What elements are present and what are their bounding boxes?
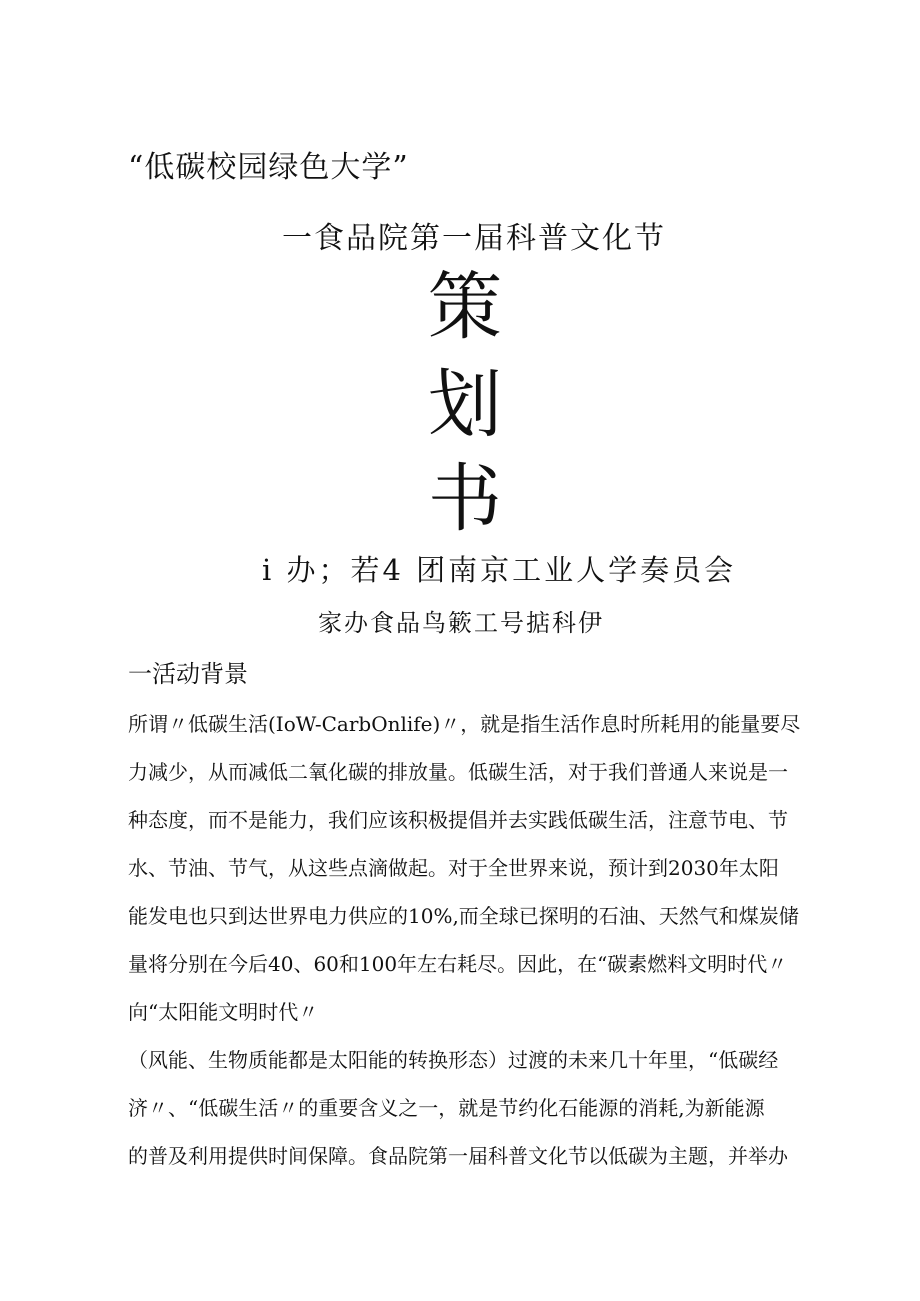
paragraph-line: 力减少，从而减低二氧化碳的排放量。低碳生活，对于我们普通人来说是一 [128, 760, 788, 784]
paragraph-line: （风能、生物质能都是太阳能的转换形态）过渡的未来几十年里，“低碳经 [128, 1048, 779, 1072]
paragraph-line: 向“太阳能文明时代〃 [128, 1000, 319, 1024]
section-heading-background: 一活动背景 [128, 660, 248, 688]
sponsor-line-2: 家办食品鸟簌工号掂科伊 [318, 609, 604, 637]
paragraph-line: 水、节油、节气，从这些点滴做起。对于全世界来说，预计到2030年太阳 [128, 856, 779, 880]
title-line-1: “低碳校园绿色大学” [128, 150, 409, 185]
paragraph-line: 能发电也只到达世界电力供应的10%,而全球已探明的石油、天然气和煤炭储 [128, 904, 799, 928]
doc-type-char-2: 划 [428, 362, 502, 448]
doc-type-char-1: 策 [428, 264, 502, 350]
title-line-2: 一食品院第一届科普文化节 [282, 221, 666, 256]
paragraph-1 [128, 700, 808, 1036]
paragraph-line: 种态度，而不是能力，我们应该积极提倡并去实践低碳生活，注意节电、节 [128, 808, 788, 832]
paragraph-line: 济〃、“低碳生活〃的重要含义之一，就是节约化石能源的消耗,为新能源 [128, 1096, 765, 1120]
paragraph-line: 量将分别在今后40、60和100年左右耗尽。因此，在“碳素燃料文明时代〃 [128, 952, 788, 976]
doc-type-char-3: 书 [428, 456, 502, 542]
sponsor-line-1: i 办；若4 团南京工业人学奏员会 [262, 553, 737, 587]
paragraph-line: 的普及利用提供时间保障。食品院第一届科普文化节以低碳为主题，并举办 [128, 1144, 788, 1168]
paragraph-line: 所谓〃低碳生活(IoW-CarbOnlife)〃，就是指生活作息时所耗用的能量要尽 [128, 712, 801, 736]
paragraph-2 [128, 1036, 808, 1180]
